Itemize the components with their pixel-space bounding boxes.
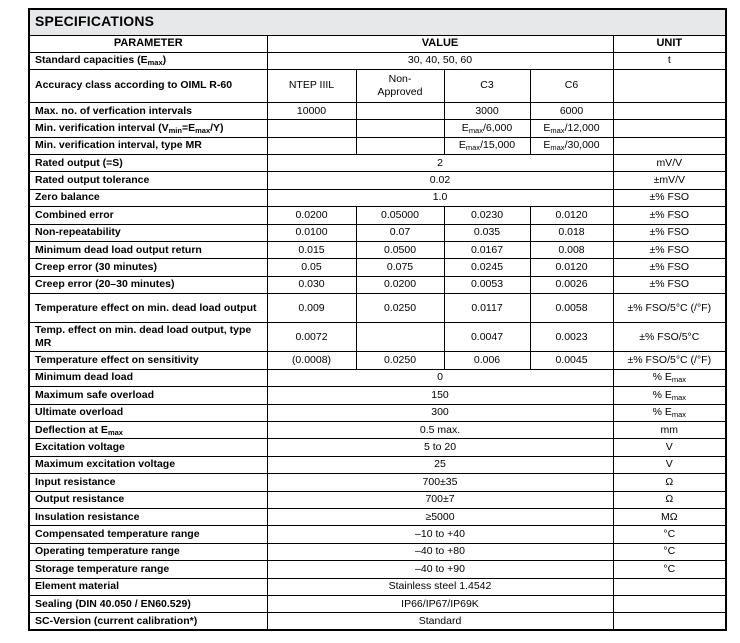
unit-cell: ±% FSO [613,189,726,206]
unit-cell [613,595,726,612]
parameter-cell: Min. verification interval, type MR [29,137,267,154]
value-cell: 0.0500 [356,242,444,259]
table-row [29,207,726,224]
parameter-cell: Standard capacities $(E_{max})$ [29,52,267,69]
value-cell: 0.0117 [444,294,530,323]
value-cell: 0.0047 [444,323,530,352]
value-cell: 0.0250 [356,294,444,323]
unit-cell [613,69,726,102]
table-row [29,276,726,293]
table-row [29,120,726,137]
value-cell: 0.009 [267,294,356,323]
table-row [29,404,726,421]
value-cell: C6 [530,69,613,102]
parameter-cell: Temp. effect on min. dead load output, type MR [29,323,267,352]
table-row [29,224,726,241]
value-cell: 0.0045 [530,352,613,369]
value-cell-spanning: –40 to +90 [267,561,613,578]
value-cell-spanning: 0.02 [267,172,613,189]
value-cell [267,137,356,154]
value-cell: C3 [444,69,530,102]
unit-cell: ±mV/V [613,172,726,189]
table-row [29,474,726,491]
parameter-cell: Maximum excitation voltage [29,456,267,473]
table-row [29,137,726,154]
value-cell-spanning: 700±35 [267,474,613,491]
value-cell: 0.0053 [444,276,530,293]
unit-cell: ±% FSO/5°C (/°F) [613,352,726,369]
parameter-cell: SC-Version (current calibration*) [29,613,267,630]
unit-cell: °C [613,526,726,543]
value-cell: 0.0058 [530,294,613,323]
table-row [29,595,726,612]
value-cell: $E_{max}/6,000$ [444,120,530,137]
value-cell: 0.075 [356,259,444,276]
value-cell: 0.018 [530,224,613,241]
value-cell: 0.0230 [444,207,530,224]
parameter-cell: Minimum dead load [29,369,267,386]
unit-cell: V [613,439,726,456]
unit-cell [613,102,726,119]
table-row [29,242,726,259]
parameter-cell: Sealing (DIN 40.050 / EN60.529) [29,595,267,612]
unit-cell: t [613,52,726,69]
value-cell: 0.035 [444,224,530,241]
parameter-cell: Combined error [29,207,267,224]
unit-cell: V [613,456,726,473]
value-cell: 0.0026 [530,276,613,293]
parameter-cell: Rated output tolerance [29,172,267,189]
value-cell: 0.0120 [530,207,613,224]
parameter-cell: Ultimate overload [29,404,267,421]
unit-cell: % $E_{max}$ [613,387,726,404]
value-cell-spanning: 700±7 [267,491,613,508]
unit-cell: ±% FSO [613,224,726,241]
table-row [29,543,726,560]
unit-cell: Ω [613,491,726,508]
parameter-cell: Input resistance [29,474,267,491]
value-cell: $E_{max}/15,000$ [444,137,530,154]
table-row [29,387,726,404]
parameter-cell: Element material [29,578,267,595]
value-cell-spanning: Standard [267,613,613,630]
value-cell-spanning: 1.0 [267,189,613,206]
value-cell-spanning: –40 to +80 [267,543,613,560]
table-title: SPECIFICATIONS [29,9,726,35]
value-cell-spanning: 300 [267,404,613,421]
table-row [29,491,726,508]
table-row [29,155,726,172]
value-cell: 0.0167 [444,242,530,259]
table-row [29,352,726,369]
value-cell-spanning: 25 [267,456,613,473]
value-cell: Non- Approved [356,69,444,102]
value-cell: 0.0120 [530,259,613,276]
value-cell-spanning: 5 to 20 [267,439,613,456]
parameter-cell: Insulation resistance [29,508,267,525]
column-header-row [29,35,726,52]
value-cell: $E_{max}/30,000$ [530,137,613,154]
unit-cell: ±% FSO [613,207,726,224]
column-header-value: VALUE [267,35,613,52]
unit-cell [613,613,726,630]
value-cell-spanning: –10 to +40 [267,526,613,543]
value-cell [267,120,356,137]
table-row [29,456,726,473]
parameter-cell: Excitation voltage [29,439,267,456]
value-cell-spanning: Stainless steel 1.4542 [267,578,613,595]
unit-cell: ±% FSO/5°C [613,323,726,352]
value-cell: 10000 [267,102,356,119]
table-row [29,259,726,276]
title-row [29,9,726,35]
table-row [29,613,726,630]
value-cell: 0.006 [444,352,530,369]
table-row [29,526,726,543]
value-cell-spanning: 0.5 max. [267,422,613,439]
value-cell: 0.0245 [444,259,530,276]
column-header-unit: UNIT [613,35,726,52]
value-cell: 0.05 [267,259,356,276]
unit-cell: mV/V [613,155,726,172]
table-row [29,439,726,456]
unit-cell [613,120,726,137]
parameter-cell: Creep error (30 minutes) [29,259,267,276]
parameter-cell: Compensated temperature range [29,526,267,543]
value-cell-spanning: ≥5000 [267,508,613,525]
unit-cell: °C [613,543,726,560]
parameter-cell: Zero balance [29,189,267,206]
table-row [29,323,726,352]
value-cell: 3000 [444,102,530,119]
unit-cell: ±% FSO [613,259,726,276]
value-cell: 0.0200 [267,207,356,224]
value-cell: $E_{max}/12,000$ [530,120,613,137]
unit-cell: % $E_{max}$ [613,404,726,421]
table-row [29,561,726,578]
value-cell [356,120,444,137]
value-cell [356,137,444,154]
value-cell-spanning: 30, 40, 50, 60 [267,52,613,69]
table-row [29,294,726,323]
unit-cell: ±% FSO [613,242,726,259]
parameter-cell: Operating temperature range [29,543,267,560]
value-cell: 0.0200 [356,276,444,293]
parameter-cell: Maximum safe overload [29,387,267,404]
parameter-cell: Rated output (=S) [29,155,267,172]
value-cell-spanning: 2 [267,155,613,172]
value-cell: 6000 [530,102,613,119]
value-cell [356,102,444,119]
value-cell: 0.015 [267,242,356,259]
table-row [29,52,726,69]
spec-table-body [29,52,726,630]
value-cell-spanning: 150 [267,387,613,404]
value-cell: 0.0250 [356,352,444,369]
unit-cell [613,578,726,595]
table-row [29,578,726,595]
unit-cell: Ω [613,474,726,491]
parameter-cell: Deflection at $E_{max}$ [29,422,267,439]
parameter-cell: Accuracy class according to OIML R-60 [29,69,267,102]
value-cell: 0.0072 [267,323,356,352]
unit-cell: ±% FSO/5°C (/°F) [613,294,726,323]
value-cell: 0.008 [530,242,613,259]
value-cell: 0.05000 [356,207,444,224]
table-row [29,422,726,439]
specifications-table [28,8,727,631]
parameter-cell: Temperature effect on sensitivity [29,352,267,369]
parameter-cell: Temperature effect on min. dead load output [29,294,267,323]
value-cell: 0.0100 [267,224,356,241]
unit-cell: % $E_{max}$ [613,369,726,386]
column-header-parameter: PARAMETER [29,35,267,52]
value-cell: 0.0023 [530,323,613,352]
parameter-cell: Non-repeatability [29,224,267,241]
value-cell: 0.07 [356,224,444,241]
parameter-cell: Storage temperature range [29,561,267,578]
value-cell: 0.030 [267,276,356,293]
table-row [29,172,726,189]
value-cell: NTEP IIIL [267,69,356,102]
parameter-cell: Min. verification interval $(V_{min}=E_{max}/Y)$ [29,120,267,137]
table-row [29,102,726,119]
parameter-cell: Max. no. of verfication intervals [29,102,267,119]
parameter-cell: Minimum dead load output return [29,242,267,259]
parameter-cell: Creep error (20–30 minutes) [29,276,267,293]
unit-cell: MΩ [613,508,726,525]
table-row [29,508,726,525]
value-cell-spanning: IP66/IP67/IP69K [267,595,613,612]
unit-cell: mm [613,422,726,439]
value-cell [356,323,444,352]
value-cell-spanning: 0 [267,369,613,386]
value-cell: (0.0008) [267,352,356,369]
table-row [29,189,726,206]
unit-cell [613,137,726,154]
unit-cell: °C [613,561,726,578]
unit-cell: ±% FSO [613,276,726,293]
table-row [29,369,726,386]
parameter-cell: Output resistance [29,491,267,508]
table-row [29,69,726,102]
